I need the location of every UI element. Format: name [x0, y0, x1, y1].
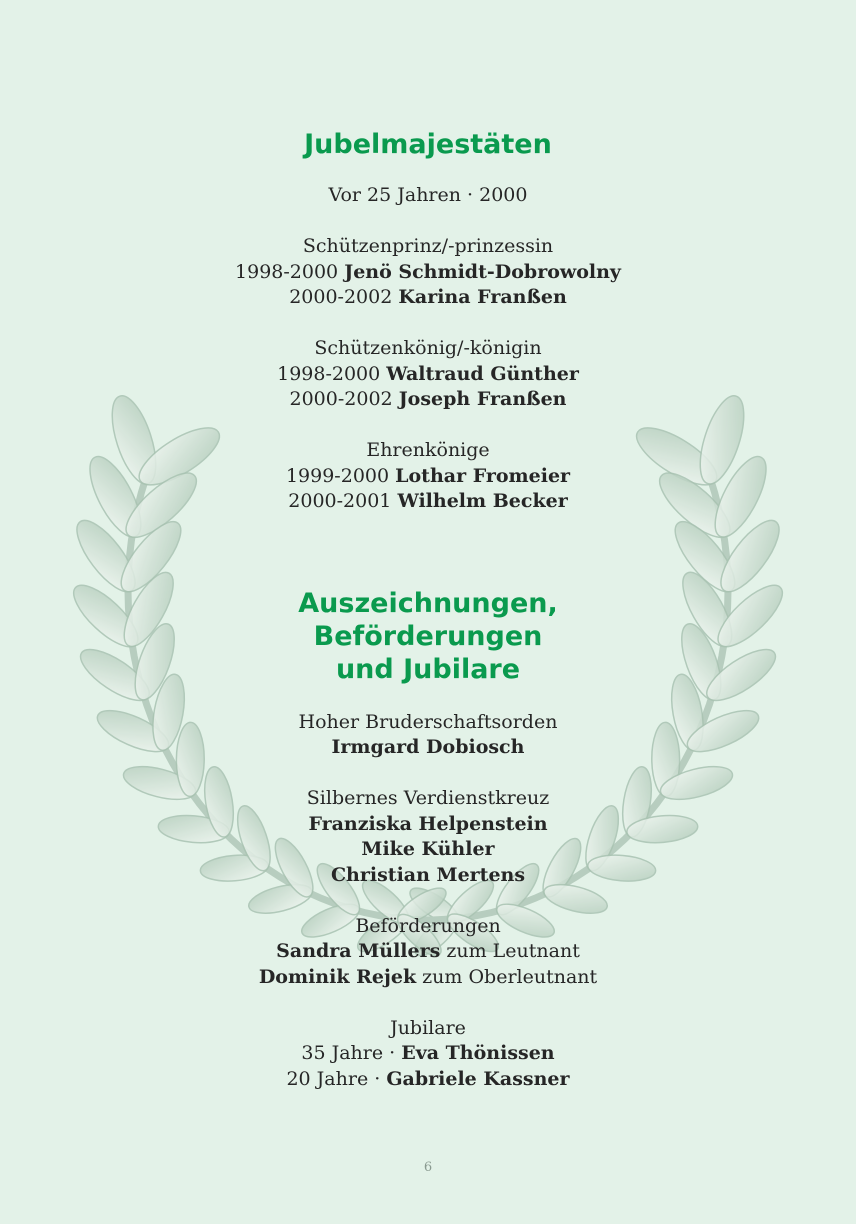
verdienstkreuz-name-3: Christian Mertens: [330, 863, 526, 886]
entry-koenig-1: 1998-2000 Waltraud Günther: [277, 362, 579, 385]
group-label-ehrenkoenige: Ehrenkönige: [366, 439, 490, 461]
jubilar-entry-2: 20 Jahre · Gabriele Kassner: [286, 1067, 570, 1090]
verdienstkreuz-name-1: Franziska Helpenstein: [308, 812, 548, 835]
section-title-auszeichnungen-2: Beförderungen: [313, 620, 543, 652]
group-label-jubilare: Jubilare: [390, 1016, 466, 1039]
group-label-koenig: Schützenkönig/-königin: [314, 337, 542, 359]
befoerderung-entry-2: Dominik Rejek zum Oberleutnant: [258, 965, 598, 988]
section-title-auszeichnungen-1: Auszeichnungen,: [298, 587, 558, 619]
section-title-jubelmajestaeten: Jubelmajestäten: [304, 129, 552, 160]
group-label-orden: Hoher Bruderschaftsorden: [298, 710, 558, 733]
group-label-prinz: Schützenprinz/-prinzessin: [302, 235, 554, 257]
jubilar-entry-1: 35 Jahre · Eva Thönissen: [301, 1042, 555, 1064]
group-label-befoerderungen: Beförderungen: [355, 914, 501, 937]
page-number: 6: [423, 1160, 433, 1175]
entry-prinz-1: 1998-2000 Jenö Schmidt-Dobrowolny: [235, 260, 621, 283]
group-label-verdienstkreuz: Silbernes Verdienstkreuz: [306, 787, 550, 809]
entry-ehrenkoenig-1: 1999-2000 Lothar Fromeier: [285, 464, 571, 487]
section-title-auszeichnungen-3: und Jubilare: [335, 653, 521, 685]
befoerderung-entry-1: Sandra Müllers zum Leutnant: [276, 940, 580, 962]
orden-name-1: Irmgard Dobiosch: [331, 736, 525, 758]
entry-ehrenkoenig-2: 2000-2001 Wilhelm Becker: [288, 490, 568, 512]
subtitle-vor-25-jahren: Vor 25 Jahren · 2000: [328, 184, 528, 206]
entry-koenig-2: 2000-2002 Joseph Franßen: [289, 388, 567, 410]
verdienstkreuz-name-2: Mike Kühler: [361, 838, 495, 860]
entry-prinz-2: 2000-2002 Karina Franßen: [289, 286, 567, 308]
